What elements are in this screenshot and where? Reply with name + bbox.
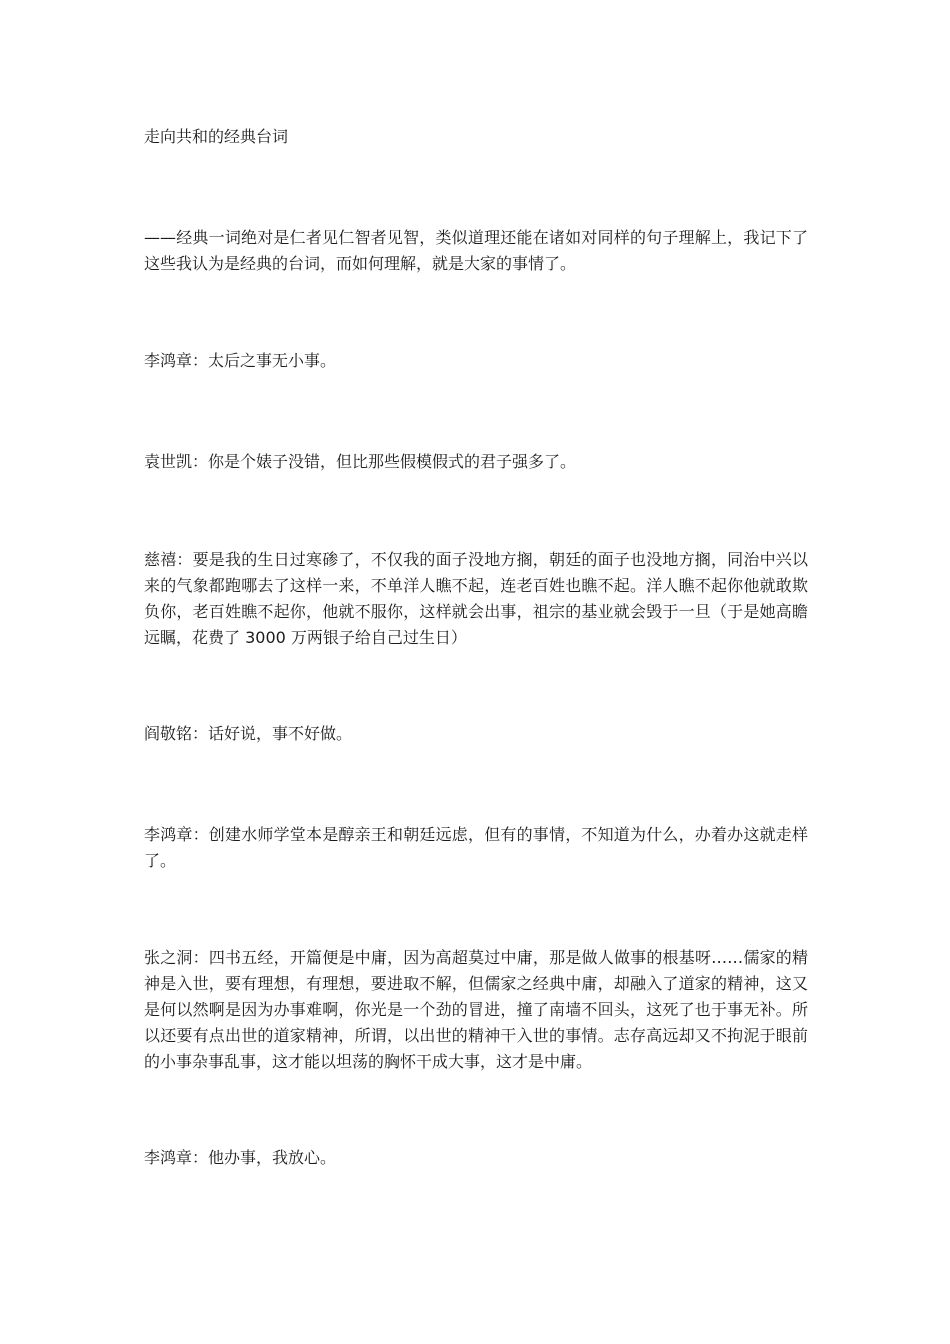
quote-paragraph: 李鸿章：创建水师学堂本是醇亲王和朝廷远虑，但有的事情，不知道为什么，办着办这就走样了。 bbox=[144, 825, 808, 870]
quote-paragraph: 李鸿章：他办事，我放心。 bbox=[144, 1148, 337, 1167]
quote-paragraph: 张之洞：四书五经，开篇便是中庸，因为高超莫过中庸，那是做人做事的根基呀……儒家的精神是入世，要有理想，有理想，要进取不解，但儒家之经典中庸，却融入了道家的精神，这又是何以然啊是因为办事难啊，你光是一个劲的冒进，撞了南墙不回头，这死了也于事无补。所以还要有点出世的道家精神，所谓，以出世的精神干入世的事情。志存高远却又不拘泥于眼前的小事杂事乱事，这才能以坦荡的胸怀干成大事，这才是中庸。 bbox=[144, 948, 808, 1071]
intro-paragraph: ——经典一词绝对是仁者见仁智者见智，类似道理还能在诸如对同样的句子理解上，我记下了这些我认为是经典的台词，而如何理解，就是大家的事情了。 bbox=[144, 228, 808, 273]
quote-paragraph: 阎敬铭：话好说，事不好做。 bbox=[144, 724, 353, 743]
quote-paragraph: 袁世凯：你是个婊子没错，但比那些假模假式的君子强多了。 bbox=[144, 452, 577, 471]
quote-paragraph: 慈禧：要是我的生日过寒碜了，不仅我的面子没地方搁，朝廷的面子也没地方搁，同治中兴以来的气象都跑哪去了这样一来，不单洋人瞧不起，连老百姓也瞧不起。洋人瞧不起你他就敢欺负你，老百姓瞧不起你，他就不服你，这样就会出事，祖宗的基业就会毁于一旦（于是她高瞻远瞩，花费了 3000 万两银子给自己过生日） bbox=[144, 550, 808, 647]
quote-paragraph: 李鸿章：太后之事无小事。 bbox=[144, 351, 337, 370]
document-title: 走向共和的经典台词 bbox=[144, 127, 289, 146]
